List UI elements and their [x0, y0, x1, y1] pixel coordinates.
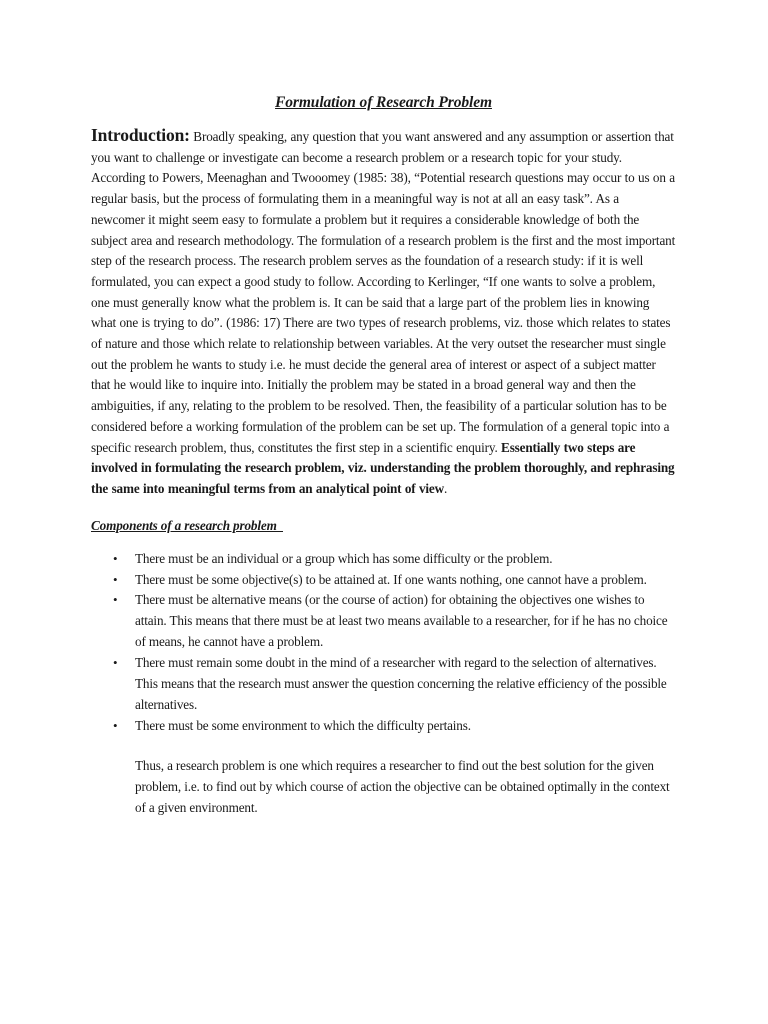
components-conclusion: Thus, a research problem is one which requires a researcher to find out the best solution for the given problem, i.e. to find out by which course of action the objective can be obtained optimally in the context of a given environment. — [135, 757, 670, 815]
bullet-icon: • — [113, 717, 118, 733]
list-item-text: There must be an individual or a group which has some difficulty or the problem. — [135, 550, 553, 566]
introduction-bold-conclusion: Essentially two steps are involved in formulating the research problem, viz. understanding the problem thoroughly, and rephrasing the same into meaningful terms from an analytical point of view — [91, 439, 675, 496]
components-heading: Components of a research problem — [91, 517, 283, 533]
bullet-icon: • — [113, 571, 118, 587]
list-item-text: There must be some environment to which the difficulty pertains. — [135, 717, 471, 733]
introduction-heading: Introduction: — [91, 125, 190, 145]
list-item — [113, 549, 676, 570]
list-item — [113, 590, 676, 653]
document-title: Formulation of Research Problem — [275, 94, 492, 111]
list-item — [113, 716, 676, 737]
introduction-end-punctuation: . — [444, 480, 448, 496]
list-item — [113, 570, 676, 591]
components-list — [91, 549, 676, 737]
introduction-paragraph — [91, 125, 676, 500]
bullet-icon: • — [113, 592, 118, 608]
introduction-body: Broadly speaking, any question that you want answered and any assumption or assertion that you want to challenge or investigate can become a research problem or a research topic for your study. According to Powers, Meenaghan and Twooomey (1985: 38), “Potential research questions may occur to us on a regular basis, but the process of formulating them in a meaningful way is not at all an easy task”. As a newcomer it might seem easy to formulate a problem but it requires a considerable knowledge of both the subject area and research methodology. The formulation of a research problem is the first and the most important step of the research process. The research problem serves as the foundation of a research study: if it is well formulated, you can expect a good study to follow. According to Kerlinger, “If one wants to solve a problem, one must generally know what the problem is. It can be said that a large part of the problem lies in knowing what one is trying to do”. (1986: 17) There are two types of research problems, viz. those which relates to states of nature and those which relate to relationship between variables. At the very outset the researcher must single out the problem he wants to study i.e. he must decide the general area of interest or aspect of a subject matter that he would like to inquire into. Initially the problem may be stated in a broad general way and then the ambiguities, if any, relating to the problem to be resolved. Then, the feasibility of a particular solution has to be considered before a working formulation of the problem can be set up. The formulation of a general topic into a specific research problem, thus, constitutes the first step in a scientific enquiry. — [91, 129, 676, 455]
list-item — [113, 653, 676, 716]
list-item-text: There must be alternative means (or the course of action) for obtaining the objectives one wishes to attain. This means that there must be at least two means available to a researcher, for if he has no choice of means, he cannot have a problem. — [135, 592, 668, 650]
list-item-text: There must be some objective(s) to be attained at. If one wants nothing, one cannot have a problem. — [135, 571, 647, 587]
list-item-text: There must remain some doubt in the mind of a researcher with regard to the selection of alternatives. This means that the research must answer the question concerning the relative efficiency of the possible alternatives. — [135, 655, 667, 712]
bullet-icon: • — [113, 550, 118, 566]
bullet-icon: • — [113, 655, 118, 671]
